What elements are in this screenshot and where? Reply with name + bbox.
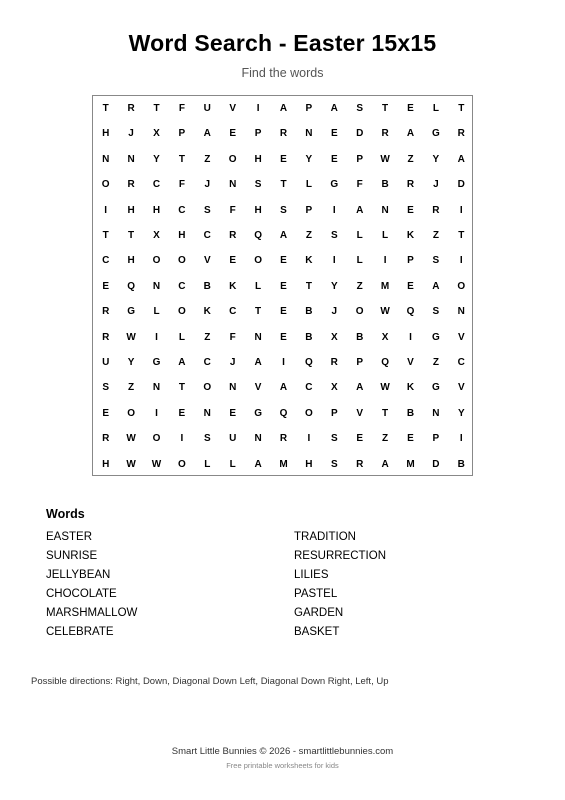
grid-cell: X [153,128,160,140]
grid-cell: S [432,306,440,318]
grid-cell: Q [381,357,389,368]
grid-cell: N [457,306,465,318]
grid-cell: H [152,204,161,216]
grid-cell: T [153,103,160,114]
grid-row [93,96,472,121]
grid-cell: X [381,331,389,343]
grid-cell: L [255,280,262,292]
grid-cell: R [356,458,364,470]
grid-cell: J [433,179,439,191]
grid-cell: H [102,458,110,470]
footer-credit: Smart Little Bunnies © 2026 - smartlittlebunnies.com [171,746,394,757]
grid-cell: T [102,103,109,114]
grid-cell: X [153,230,160,241]
grid-cell: R [102,331,110,343]
grid-cell: Z [204,153,211,165]
word-list-item: LILIES [294,569,329,581]
grid-cell: I [459,433,463,445]
grid-cell: I [409,331,412,343]
grid-cell: Z [432,230,439,241]
grid-cell: R [432,204,440,216]
grid-cell: N [203,407,211,419]
word-list-item: CHOCOLATE [46,588,117,600]
grid-cell: C [178,280,186,292]
grid-cell: P [356,153,364,165]
grid-cell: G [330,179,339,191]
grid-cell: I [282,357,285,368]
grid-cell: E [280,255,287,267]
grid-cell: R [102,433,110,445]
grid-cell: E [102,280,110,292]
grid-cell: C [152,179,161,191]
grid-cell: S [280,204,287,216]
grid-cell: Y [457,407,465,419]
grid-cell: O [457,280,466,292]
grid-cell: C [203,357,211,368]
grid-cell: W [151,458,162,470]
grid-cell: I [307,433,311,445]
grid-cell: F [229,331,236,343]
grid-cell: A [457,153,465,165]
grid-cell: S [432,255,440,267]
grid-cell: P [254,128,262,140]
grid-cell: Q [304,357,313,368]
grid-cell: E [407,433,414,445]
grid-cell: G [431,128,440,140]
grid-cell: I [180,433,184,445]
grid-cell: J [229,357,236,368]
word-list-item: GARDEN [294,607,344,619]
grid-row [93,274,472,299]
grid-cell: Z [382,433,389,445]
grid-cell: Z [204,331,211,343]
grid-cell: E [178,407,186,419]
grid-cell: N [381,204,389,216]
grid-cell: U [203,103,211,114]
grid-row [93,325,472,350]
grid-cell: Z [432,357,439,368]
grid-cell: S [203,433,211,445]
grid-cell: P [305,204,313,216]
grid-cell: I [383,255,387,267]
grid-cell: N [102,153,110,165]
grid-cell: A [356,382,364,394]
grid-cell: O [254,255,262,267]
grid-cell: I [256,103,260,114]
grid-cell: K [406,230,415,241]
grid-cell: X [330,382,338,394]
words-heading: Words [46,507,85,521]
grid-cell: G [431,331,440,343]
grid-cell: A [203,128,211,140]
grid-cell: M [279,458,288,470]
grid-cell: P [305,103,313,114]
grid-cell: H [254,204,262,216]
grid-cell: L [432,103,439,114]
grid-cell: W [126,331,136,343]
grid-cell: O [152,433,161,445]
grid-cell: O [177,306,186,318]
grid-cell: S [356,103,364,114]
footer-tagline: Free printable worksheets for kids [226,761,339,770]
grid-row [93,401,472,426]
grid-cell: O [355,306,364,318]
grid-cell: O [127,407,135,419]
grid-cell: V [356,407,364,419]
grid-cell: V [457,331,465,343]
grid-cell: L [153,306,160,318]
grid-cell: Y [305,153,313,165]
grid-cell: D [432,458,440,470]
grid-cell: B [457,458,465,470]
grid-cell: O [304,407,313,419]
grid-cell: Q [127,280,135,292]
grid-cell: S [102,382,110,394]
grid-row [93,248,472,273]
grid-cell: Y [127,357,135,368]
grid-cell: R [279,433,288,445]
grid-cell: A [254,458,262,470]
word-list-item: TRADITION [294,531,356,543]
grid-row [93,350,472,375]
grid-cell: S [330,230,338,241]
grid-cell: A [279,103,288,114]
grid-cell: N [254,331,262,343]
grid-cell: W [380,306,390,318]
grid-cell: N [127,153,135,165]
grid-cell: Q [279,407,288,419]
grid-cell: V [407,357,414,368]
grid-cell: R [457,128,465,140]
grid-cell: L [178,331,185,343]
grid-cell: H [102,128,110,140]
grid-cell: S [330,433,338,445]
grid-row [93,147,472,172]
grid-cell: Y [432,153,440,165]
grid-cell: I [332,255,336,267]
grid-cell: E [407,204,414,216]
grid-cell: T [255,306,262,318]
grid-cell: O [177,458,186,470]
grid-cell: V [457,382,465,394]
grid-cell: E [407,103,414,114]
grid-cell: K [406,382,415,394]
grid-cell: C [457,357,465,368]
grid-cell: G [152,357,161,368]
grid-cell: R [127,179,135,191]
grid-cell: E [229,255,237,267]
grid-cell: E [280,153,287,165]
grid-cell: K [203,306,211,318]
grid-cell: F [178,179,185,191]
grid-cell: T [458,230,465,241]
grid-cell: N [152,382,161,394]
word-list-item: MARSHMALLOW [46,607,138,619]
grid-cell: K [305,255,313,267]
grid-cell: B [406,407,415,419]
grid-row [93,223,472,248]
grid-cell: C [102,255,110,267]
grid-cell: Q [406,306,415,318]
grid-cell: P [178,128,186,140]
grid-cell: A [381,458,389,470]
grid-cell: N [229,179,237,191]
grid-cell: Y [153,153,160,165]
grid-cell: E [229,128,237,140]
grid-cell: F [229,204,236,216]
grid-cell: E [280,280,287,292]
directions-note: Possible directions: Right, Down, Diagonal Down Left, Diagonal Down Right, Left, Up [31,676,389,687]
grid-cell: V [203,255,211,267]
grid-cell: T [280,179,287,191]
grid-cell: A [254,357,262,368]
grid-cell: X [330,331,338,343]
grid-cell: A [178,357,186,368]
grid-row [93,375,472,400]
word-list-left [46,530,137,644]
grid-cell: Z [407,153,414,165]
grid-cell: N [229,382,237,394]
grid-cell: W [380,382,390,394]
grid-cell: O [152,255,161,267]
grid-cell: E [330,128,338,140]
grid-cell: P [330,407,338,419]
grid-cell: J [204,179,211,191]
grid-cell: H [127,204,135,216]
page-subtitle: Find the words [241,66,324,80]
grid-cell: R [330,357,338,368]
grid-cell: B [203,280,211,292]
grid-cell: O [203,382,212,394]
grid-row [93,299,472,324]
grid-row [93,172,472,197]
grid-cell: Z [305,230,312,241]
grid-cell: M [406,458,415,470]
grid-cell: F [356,179,363,191]
word-list-right [294,530,386,644]
grid-cell: U [102,357,110,368]
grid-cell: T [458,103,465,114]
grid-cell: C [229,306,237,318]
grid-cell: M [380,280,390,292]
grid-cell: S [330,458,338,470]
grid-cell: W [126,458,136,470]
grid-cell: A [279,382,288,394]
grid-cell: L [382,230,389,241]
grid-cell: C [203,230,211,241]
grid-cell: A [279,230,288,241]
word-list-item: BASKET [294,626,340,638]
grid-cell: E [330,153,338,165]
grid-cell: N [254,433,262,445]
grid-cell: T [382,407,389,419]
word-search-grid [92,95,473,476]
grid-cell: H [127,255,135,267]
grid-cell: K [229,280,237,292]
grid-cell: V [254,382,262,394]
grid-cell: R [229,230,237,241]
grid-cell: O [228,153,237,165]
grid-cell: D [356,128,364,140]
grid-cell: I [155,331,158,343]
grid-cell: B [356,331,364,343]
grid-cell: T [382,103,389,114]
word-list-item: JELLYBEAN [46,569,111,581]
grid-cell: O [101,179,110,191]
grid-cell: S [203,204,211,216]
grid-cell: A [330,103,338,114]
grid-cell: D [457,179,465,191]
grid-cell: V [229,103,237,114]
grid-cell: N [152,280,161,292]
grid-cell: E [407,280,414,292]
grid-cell: J [128,128,134,140]
grid-cell: H [178,230,186,241]
grid-cell: Y [330,280,338,292]
grid-cell: I [459,255,463,267]
grid-row [93,198,472,223]
grid-cell: I [155,407,158,419]
grid-cell: R [406,179,415,191]
grid-cell: L [305,179,312,191]
grid-cell: I [459,204,463,216]
grid-cell: J [331,306,338,318]
word-list-item: SUNRISE [46,550,98,562]
grid-cell: R [279,128,288,140]
grid-cell: E [280,306,287,318]
grid-cell: T [305,280,312,292]
grid-cell: F [178,103,185,114]
grid-cell: R [381,128,389,140]
grid-cell: L [204,458,211,470]
grid-row [93,452,472,477]
grid-cell: B [381,179,389,191]
grid-cell: G [431,382,440,394]
word-list-item: EASTER [46,531,93,543]
grid-cell: L [356,230,363,241]
grid-cell: C [305,382,313,394]
grid-cell: T [102,230,109,241]
grid-cell: R [127,103,135,114]
grid-cell: A [356,204,364,216]
word-list-item: PASTEL [294,588,338,600]
grid-cell: I [332,204,336,216]
grid-cell: L [229,458,236,470]
word-list-item: CELEBRATE [46,626,114,638]
grid-cell: R [102,306,110,318]
grid-cell: E [229,407,237,419]
grid-cell: L [356,255,363,267]
grid-cell: U [229,433,237,445]
grid-cell: Z [356,280,363,292]
grid-cell: T [128,230,135,241]
grid-cell: C [178,204,186,216]
grid-cell: P [432,433,440,445]
grid-cell: S [254,179,262,191]
grid-cell: W [126,433,136,445]
grid-cell: N [305,128,313,140]
grid-cell: B [305,306,313,318]
grid-row [93,426,472,451]
grid-cell: O [177,255,186,267]
word-list-item: RESURRECTION [294,550,387,562]
grid-cell: H [254,153,262,165]
grid-cell: P [356,357,364,368]
grid-cell: W [380,153,390,165]
grid-cell: G [254,407,262,419]
grid-cell: N [432,407,440,419]
grid-row [93,121,472,146]
grid-cell: T [178,382,185,394]
grid-cell: H [305,458,313,470]
grid-cell: G [127,306,135,318]
grid-cell: A [432,280,440,292]
grid-cell: B [305,331,313,343]
grid-cell: I [104,204,108,216]
grid-cell: Z [128,382,135,394]
grid-cell: A [406,128,415,140]
page-title: Word Search - Easter 15x15 [128,30,437,56]
grid-cell: P [407,255,414,267]
grid-cell: E [102,407,110,419]
grid-cell: Q [254,230,262,241]
grid-cell: E [356,433,364,445]
grid-cell: T [178,153,185,165]
grid-cell: E [280,331,287,343]
